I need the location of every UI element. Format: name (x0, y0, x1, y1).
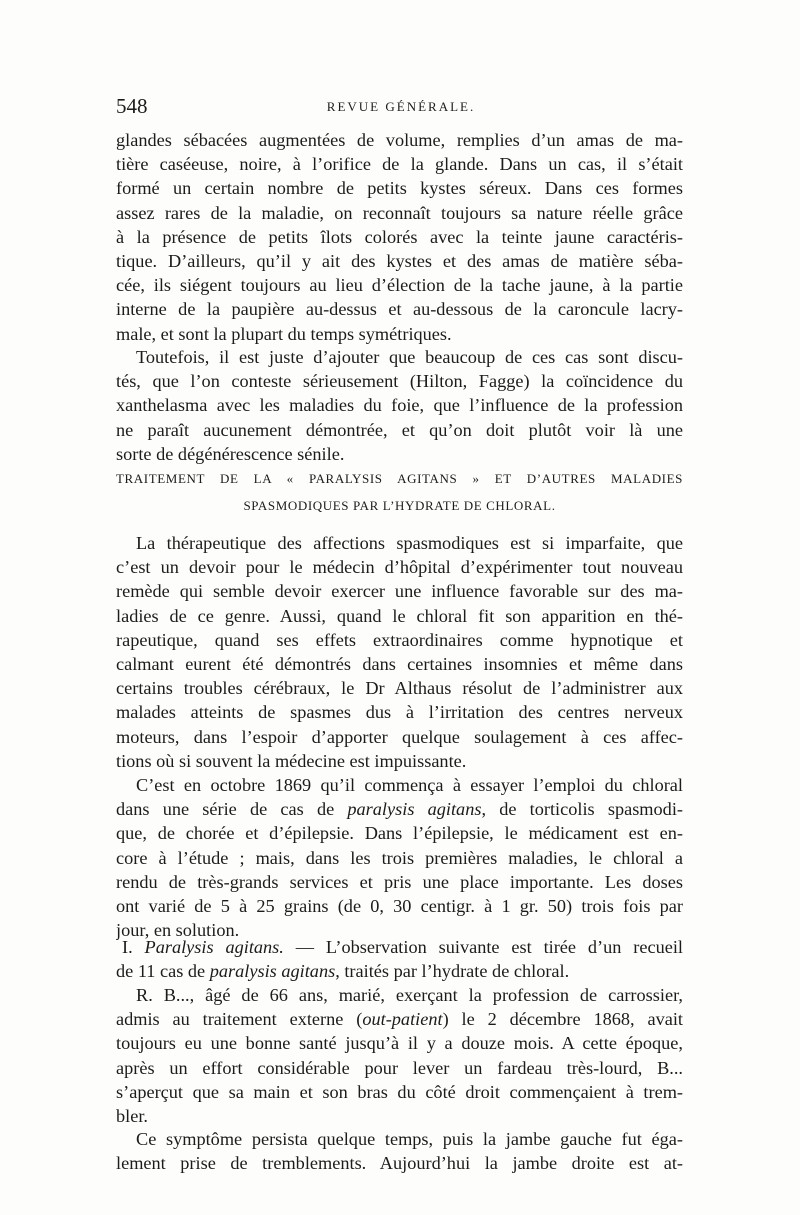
text-line: calmant eurent été démontrés dans certaines insomnies et même dans (116, 653, 683, 674)
text-run: , traités par l’hydrate de chloral. (335, 961, 570, 982)
text-line: ne paraît aucunement démontrée, et qu’on doit plutôt voir là une (116, 419, 683, 440)
text-line: R. B..., âgé de 66 ans, marié, exerçant la profession de carrossier, (136, 985, 683, 1005)
text-line (116, 959, 683, 983)
text-line: lement prise de tremblements. Aujourd’hui la jambe droite est at- (116, 1153, 683, 1174)
paragraph-toutefois (116, 345, 683, 466)
text-line: glandes sébacées augmentées de volume, remplies d’un amas de ma- (116, 130, 683, 150)
running-title: REVUE GÉNÉRALE. (326, 99, 476, 114)
text-line: xanthelasma avec les maladies du foie, que l’influence de la profession (116, 395, 683, 416)
page-header (116, 94, 686, 118)
paragraph-observation-i (116, 935, 683, 983)
text-line: après un effort considérable pour lever un fardeau très-lourd, B... (116, 1057, 683, 1078)
text-line: c’est un devoir pour le médecin d’hôpital d’expérimenter tout nouveau (116, 557, 683, 578)
observation-number: I. (122, 937, 145, 957)
text-line: remède qui semble devoir exercer une influence favorable sur des ma- (116, 581, 683, 602)
text-line: male, et sont la plupart du temps symétriques. (116, 323, 452, 344)
text-line: certains troubles cérébraux, le Dr Althaus résolut de l’administrer aux (116, 678, 683, 699)
paragraph-symptome (116, 1127, 683, 1175)
text-run: , de torticolis spasmodi- (481, 799, 683, 820)
text-run: dans une série de cas de (116, 799, 348, 820)
text-line: s’aperçut que sa main et son bras du côté droit commençaient à trem- (116, 1081, 683, 1102)
text-line: rendu de très-grands services et pris une place importante. Les doses (116, 871, 683, 892)
italic-term: paralysis agitans (347, 799, 482, 820)
section-heading-line: TRAITEMENT DE LA « PARALYSIS AGITANS » ET D’AUTRES MALADIES (116, 471, 683, 486)
text-line (116, 1007, 683, 1031)
text-run: ) le 2 décembre 1868, avait (442, 1009, 683, 1030)
text-line: à la présence de petits îlots colorés avec la teinte jaune caractéris- (116, 226, 683, 247)
text-line: formé un certain nombre de petits kystes séreux. Dans ces formes (116, 178, 683, 199)
text-line: rapeutique, quand ses effets extraordinaires comme hypnotique et (116, 629, 683, 650)
text-line: cée, ils siégent toujours au lieu d’élection de la tache jaune, à la partie (116, 275, 683, 296)
italic-term: out-patient (362, 1009, 443, 1030)
text-line: jour, en solution. (116, 920, 240, 941)
text-line: tique. D’ailleurs, qu’il y ait des kystes et des amas de matière séba- (116, 250, 683, 271)
text-line: ladies de ce genre. Aussi, quand le chloral fit son apparition en thé- (116, 605, 683, 626)
text-line: malades atteints de spasmes dus à l’irritation des centres nerveux (116, 702, 683, 723)
text-line: moteurs, dans l’espoir d’apporter quelque soulagement à ces affec- (116, 726, 683, 747)
text-line: Toutefois, il est juste d’ajouter que beaucoup de ces cas sont discu- (136, 347, 683, 367)
text-line (116, 935, 683, 959)
text-line: La thérapeutique des affections spasmodiques est si imparfaite, que (136, 533, 683, 553)
text-run: admis au traitement externe ( (116, 1009, 363, 1030)
text-line: ont varié de 5 à 25 grains (de 0, 30 centigr. à 1 gr. 50) trois fois par (116, 895, 683, 916)
text-line (116, 797, 683, 821)
text-line: assez rares de la maladie, on reconnaît toujours sa nature réelle grâce (116, 202, 683, 223)
text-line: Ce symptôme persista quelque temps, puis la jambe gauche fut éga- (136, 1129, 683, 1149)
text-run: de 11 cas de (116, 961, 210, 982)
paragraph-octobre-1869 (116, 773, 683, 942)
text-line: bler. (116, 1105, 148, 1126)
paragraph-patient-rb (116, 983, 683, 1128)
text-line: interne de la paupière au-dessus et au-dessous de la caroncule lacry- (116, 299, 683, 320)
text-run: — L’observation suivante est tirée d’un recueil (283, 937, 683, 957)
section-heading-line: SPASMODIQUES PAR L’HYDRATE DE CHLORAL. (243, 498, 556, 513)
text-line: tière caséeuse, noire, à l’orifice de la glande. Dans un cas, il s’était (116, 154, 683, 175)
text-line: tions où si souvent la médecine est impuissante. (116, 750, 467, 771)
paragraph-therapeutique (116, 531, 683, 773)
text-line: C’est en octobre 1869 qu’il commença à essayer l’emploi du chloral (136, 775, 683, 795)
page-number: 548 (116, 94, 148, 118)
text-line: toujours eu une bonne santé jusqu’à il y a douze mois. A cette époque, (116, 1033, 683, 1054)
italic-term: paralysis agitans (209, 961, 336, 982)
section-heading (116, 465, 683, 519)
paragraph-xanthelasma-glands (116, 128, 683, 346)
text-line: sorte de dégénérescence sénile. (116, 443, 345, 464)
text-line: que, de chorée et d’épilepsie. Dans l’épilepsie, le médicament est en- (116, 823, 683, 844)
text-line: core à l’étude ; mais, dans les trois premières maladies, le chloral a (116, 847, 683, 868)
text-line: tés, que l’on conteste sérieusement (Hilton, Fagge) la coïncidence du (116, 371, 683, 392)
observation-title: Paralysis agitans. (144, 937, 284, 957)
